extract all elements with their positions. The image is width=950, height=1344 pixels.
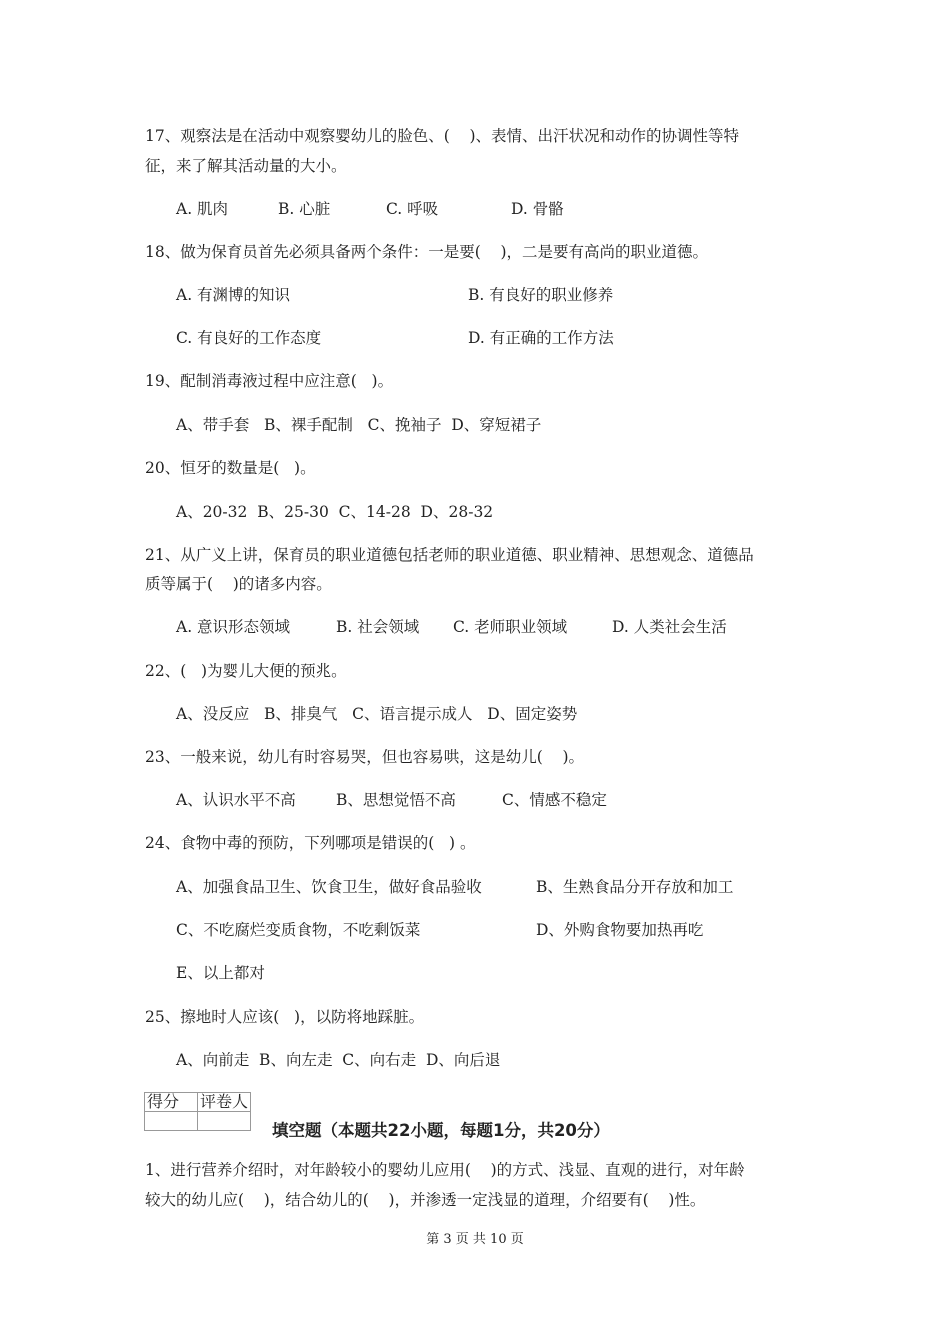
q17-option-b: B. 心脏 <box>278 200 331 218</box>
q24-option-a: A、加强食品卫生、饮食卫生，做好食品验收 <box>176 878 482 896</box>
q18-option-a: A. 有渊博的知识 <box>176 286 291 304</box>
q23-option-b: B、思想觉悟不高 <box>336 791 456 809</box>
q21-option-b: B. 社会领域 <box>336 618 420 636</box>
q21-option-c: C. 老师职业领域 <box>453 618 568 636</box>
question-19-line1: 19、配制消毒液过程中应注意( )。 <box>145 372 394 390</box>
question-23-line1: 23、一般来说，幼儿有时容易哭，但也容易哄，这是幼儿( )。 <box>145 748 585 766</box>
q25-options: A、向前走 B、向左走 C、向右走 D、向后退 <box>176 1051 501 1069</box>
question-21-line1: 21、从广义上讲，保育员的职业道德包括老师的职业道德、职业精神、思想观念、道德品 <box>145 546 754 564</box>
score-label: 得分 <box>145 1093 198 1112</box>
q22-options: A、没反应 B、排臭气 C、语言提示成人 D、固定姿势 <box>176 705 578 723</box>
page-footer: 第 3 页 共 10 页 <box>426 1232 524 1247</box>
score-box <box>144 1092 251 1131</box>
q21-option-a: A. 意识形态领域 <box>176 618 291 636</box>
q18-option-d: D. 有正确的工作方法 <box>468 329 614 347</box>
q24-option-c: C、不吃腐烂变质食物，不吃剩饭菜 <box>176 921 421 939</box>
q24-option-b: B、生熟食品分开存放和加工 <box>536 878 734 896</box>
q19-options: A、带手套 B、裸手配制 C、挽袖子 D、穿短裙子 <box>176 416 542 434</box>
section-title: 填空题（本题共22小题，每题1分，共20分） <box>272 1121 610 1140</box>
q18-option-b: B. 有良好的职业修养 <box>468 286 614 304</box>
grader-cell <box>198 1112 251 1131</box>
question-17-line1: 17、观察法是在活动中观察婴幼儿的脸色、( )、表情、出汗状况和动作的协调性等特 <box>145 127 740 145</box>
question-25-line1: 25、擦地时人应该( )，以防将地踩脏。 <box>145 1008 425 1026</box>
score-cell <box>145 1112 198 1131</box>
q21-option-d: D. 人类社会生活 <box>612 618 727 636</box>
q23-option-a: A、认识水平不高 <box>176 791 296 809</box>
question-18-line1: 18、做为保育员首先必须具备两个条件：一是要( )，二是要有高尚的职业道德。 <box>145 243 709 261</box>
q24-option-e: E、以上都对 <box>176 964 265 982</box>
q20-options: A、20-32 B、25-30 C、14-28 D、28-32 <box>176 503 494 521</box>
fill-question-1-line2: 较大的幼儿应( )，结合幼儿的( )，并渗透一定浅显的道理，介绍要有( )性。 <box>145 1191 706 1209</box>
q24-option-d: D、外购食物要加热再吃 <box>536 921 704 939</box>
q17-option-d: D. 骨骼 <box>511 200 564 218</box>
question-22-line1: 22、( )为婴儿大便的预兆。 <box>145 662 347 680</box>
question-21-line2: 质等属于( )的诸多内容。 <box>145 575 332 593</box>
q17-option-c: C. 呼吸 <box>386 200 439 218</box>
grader-label: 评卷人 <box>198 1093 251 1112</box>
question-17-line2: 征，来了解其活动量的大小。 <box>145 157 347 175</box>
question-24-line1: 24、食物中毒的预防，下列哪项是错误的( ) 。 <box>145 834 476 852</box>
q23-option-c: C、情感不稳定 <box>502 791 607 809</box>
q18-option-c: C. 有良好的工作态度 <box>176 329 322 347</box>
q17-option-a: A. 肌肉 <box>176 200 229 218</box>
fill-question-1-line1: 1、进行营养介绍时，对年龄较小的婴幼儿应用( )的方式、浅显、直观的进行，对年龄 <box>145 1161 745 1179</box>
question-20-line1: 20、恒牙的数量是( )。 <box>145 459 316 477</box>
